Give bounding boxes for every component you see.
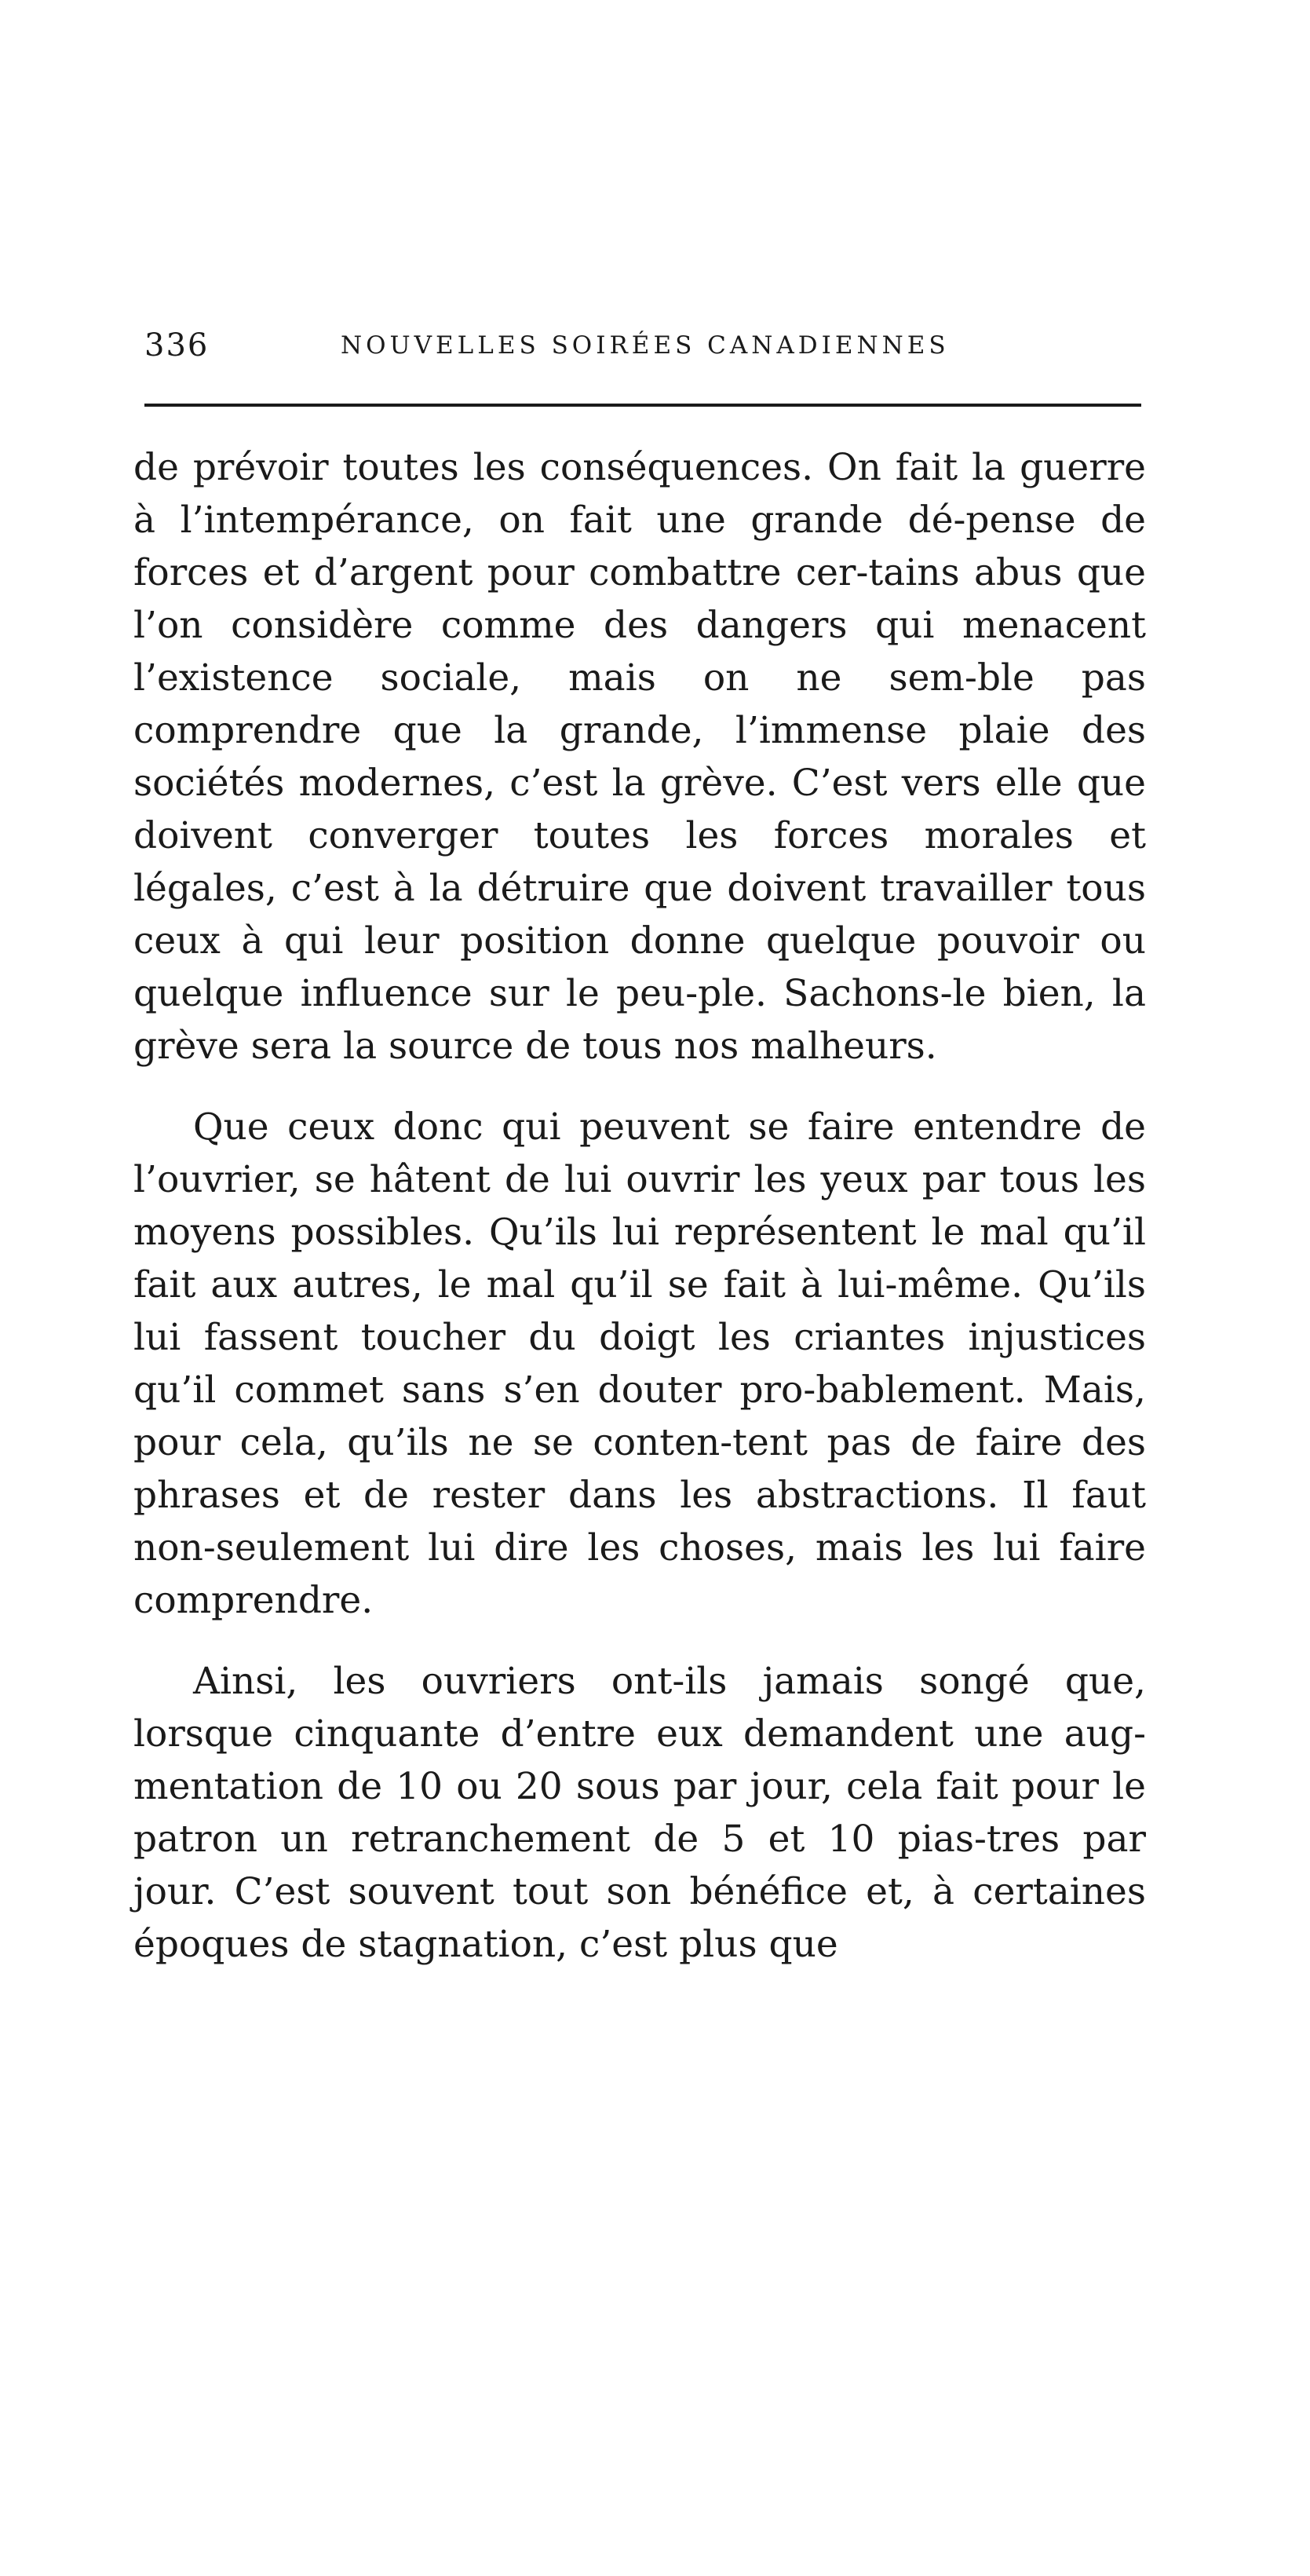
page-header — [144, 322, 1141, 369]
paragraph: Que ceux donc qui peuvent se faire entendre de l’ouvrier, se hâtent de lui ouvrir les yeux par tous les moyens possibles. Qu’ils lui représentent le mal qu’il fait aux autres, le mal qu’il se fait à lui-même. Qu’ils lui fassent toucher du doigt les criantes injustices qu’il commet sans s’en douter pro-bablement. Mais, pour cela, qu’ils ne se conten-tent pas de faire des phrases et de rester dans les abstractions. Il faut non-seulement lui dire les choses, mais les lui faire comprendre. — [133, 1105, 1146, 1622]
page-number: 336 — [144, 327, 210, 364]
page-body — [133, 441, 1146, 1971]
paragraph-continued: de prévoir toutes les conséquences. On fait la guerre à l’intempérance, on fait une grande dé-pense de forces et d’argent pour combattre cer-tains abus que l’on considère comme des dangers qui menacent l’existence sociale, mais on ne sem-ble pas comprendre que la grande, l’immense plaie des sociétés modernes, c’est la grève. C’est vers elle que doivent converger toutes les forces morales et légales, c’est à la détruire que doivent travailler tous ceux à qui leur position donne quelque pouvoir ou quelque influence sur le peu-ple. Sachons-le bien, la grève sera la source de tous nos malheurs. — [133, 446, 1146, 1068]
header-rule — [144, 404, 1141, 407]
running-title: NOUVELLES SOIRÉES CANADIENNES — [341, 331, 950, 360]
paragraph: Ainsi, les ouvriers ont-ils jamais songé que, lorsque cinquante d’entre eux demandent une aug-mentation de 10 ou 20 sous par jour, cela fait pour le patron un retranchement de 5 et 10 pias-tres par jour. C’est souvent tout son bénéfice et, à certaines époques de stagnation, c’est plus que — [133, 1660, 1146, 1966]
